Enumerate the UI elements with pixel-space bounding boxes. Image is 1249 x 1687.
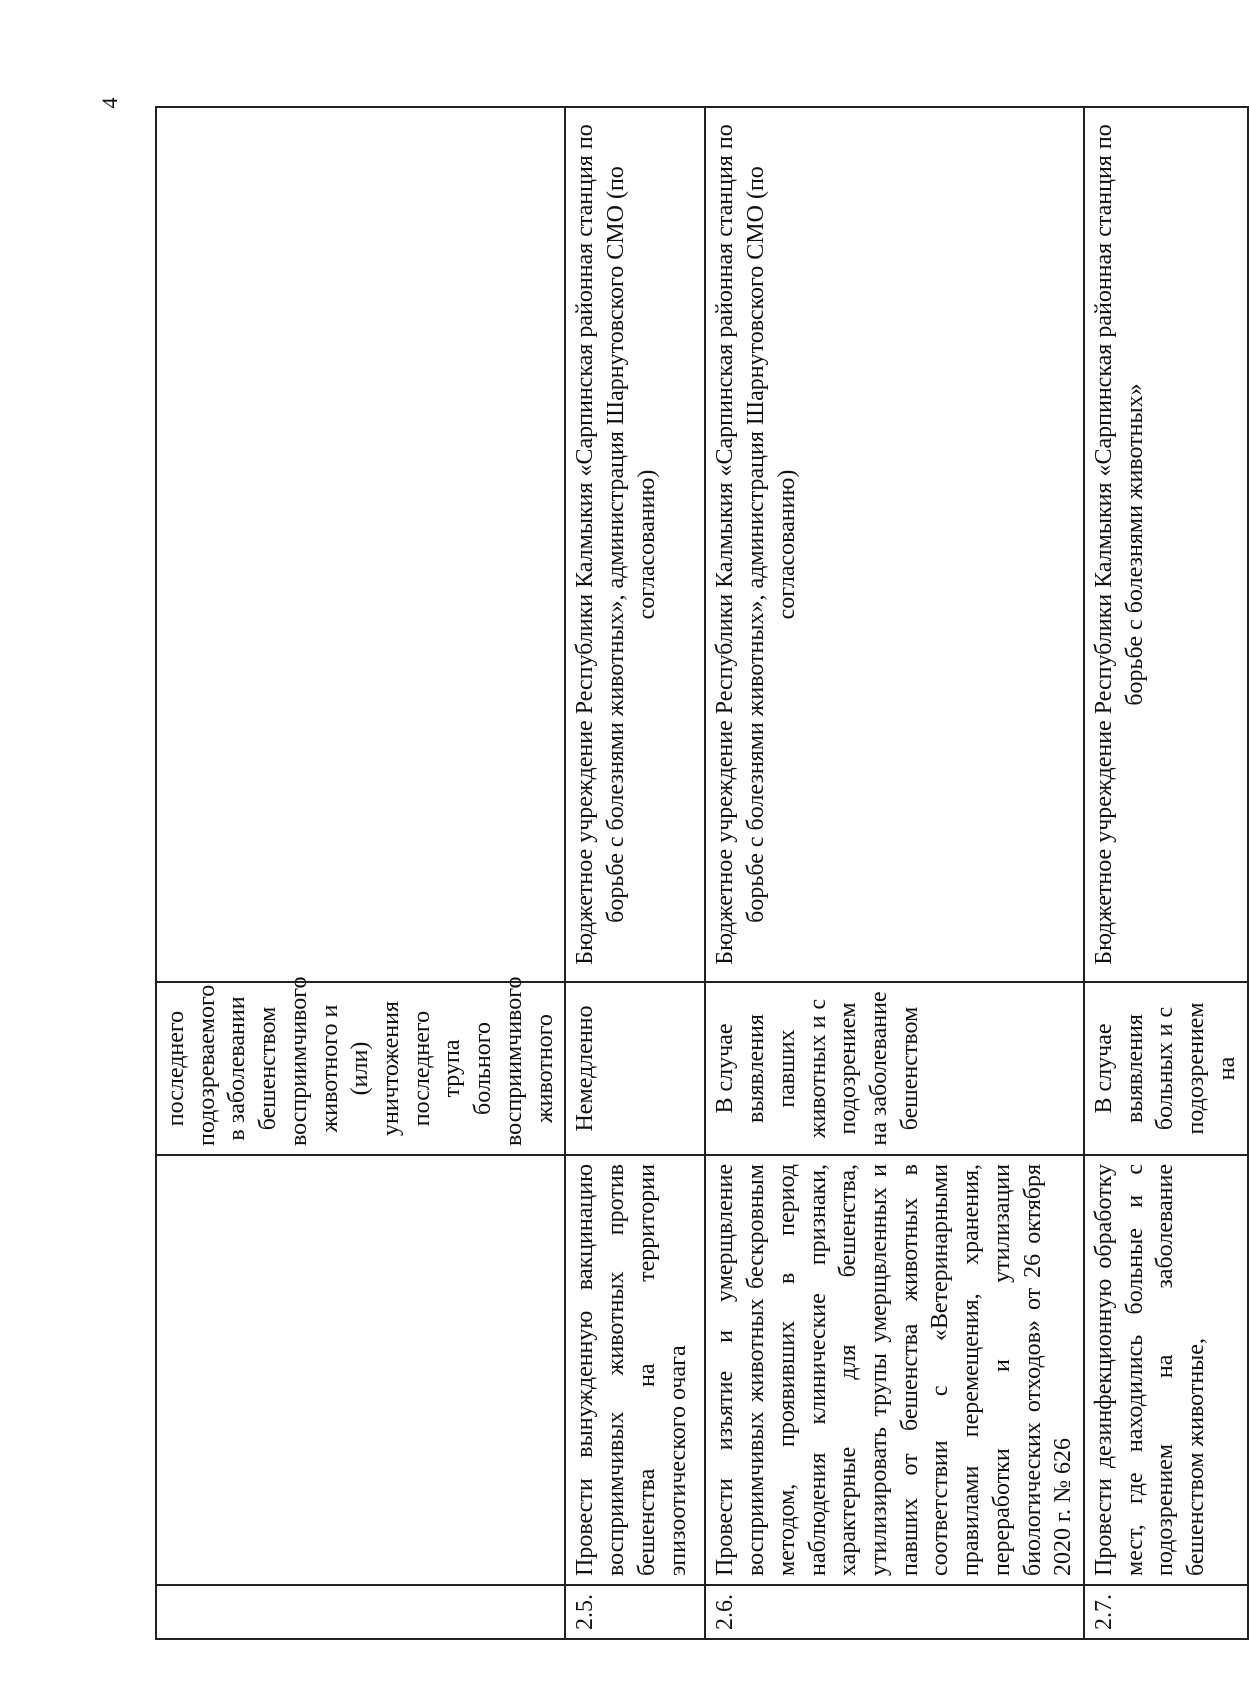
rotated-table-wrapper [155,108,1240,1640]
cell-num: 2.7. [1084,1585,1248,1639]
cell-executor: Бюджетное учреждение Республики Калмыкия «Сарпинская районная станция по борьбе с болезнями животных» [1084,107,1248,982]
cell-num: 2.5. [565,1585,705,1639]
cell-action: Провести изъятие и умерщвление восприимчивых животных бескровным методом, проявивших в период наблюдения клинические признаки, характерные для бешенства, утилизировать трупы умерщвленных и павших от бешенства животных в соответствии с «Ветеринарными правилами перемещения, хранения, переработки и утилизации биологических отходов» от 26 октября 2020 г. № 626 [705,1155,1084,1585]
cell-action: Провести дезинфекционную обработку мест, где находились больные и с подозрением на заболевание бешенством животные, [1084,1155,1248,1585]
cell-executor: Бюджетное учреждение Республики Калмыкия «Сарпинская районная станция по борьбе с болезнями животных», администрация Шарнутовского СМО (по согласованию) [705,107,1084,982]
cell-num: 2.6. [705,1585,1084,1639]
table-row-continued [156,107,565,1639]
cell-term: Немедленно [565,982,705,1155]
cell-term: В случае выявления больных и с подозрением на [1084,982,1248,1155]
table-row [705,107,1084,1639]
cell-executor [156,107,565,982]
cell-executor: Бюджетное учреждение Республики Калмыкия «Сарпинская районная станция по борьбе с болезнями животных», администрация Шарнутовского СМО (по согласованию) [565,107,705,982]
cell-num [156,1585,565,1639]
cell-term: В случае выявления павших животных и с подозрением на заболевание бешенством [705,982,1084,1155]
cell-action [156,1155,565,1585]
table-row [1084,107,1248,1639]
table-row [565,107,705,1639]
cell-term: последнего подозреваемого в заболевании бешенством восприимчивого животного и (или) уничтожения последнего трупа больного восприимчивого животного [156,982,565,1155]
page-number-text: 4 [97,97,122,109]
measures-table [155,106,1249,1640]
cell-action: Провести вынужденную вакцинацию восприимчивых животных против бешенства на территории эпизоотического очага [565,1155,705,1585]
